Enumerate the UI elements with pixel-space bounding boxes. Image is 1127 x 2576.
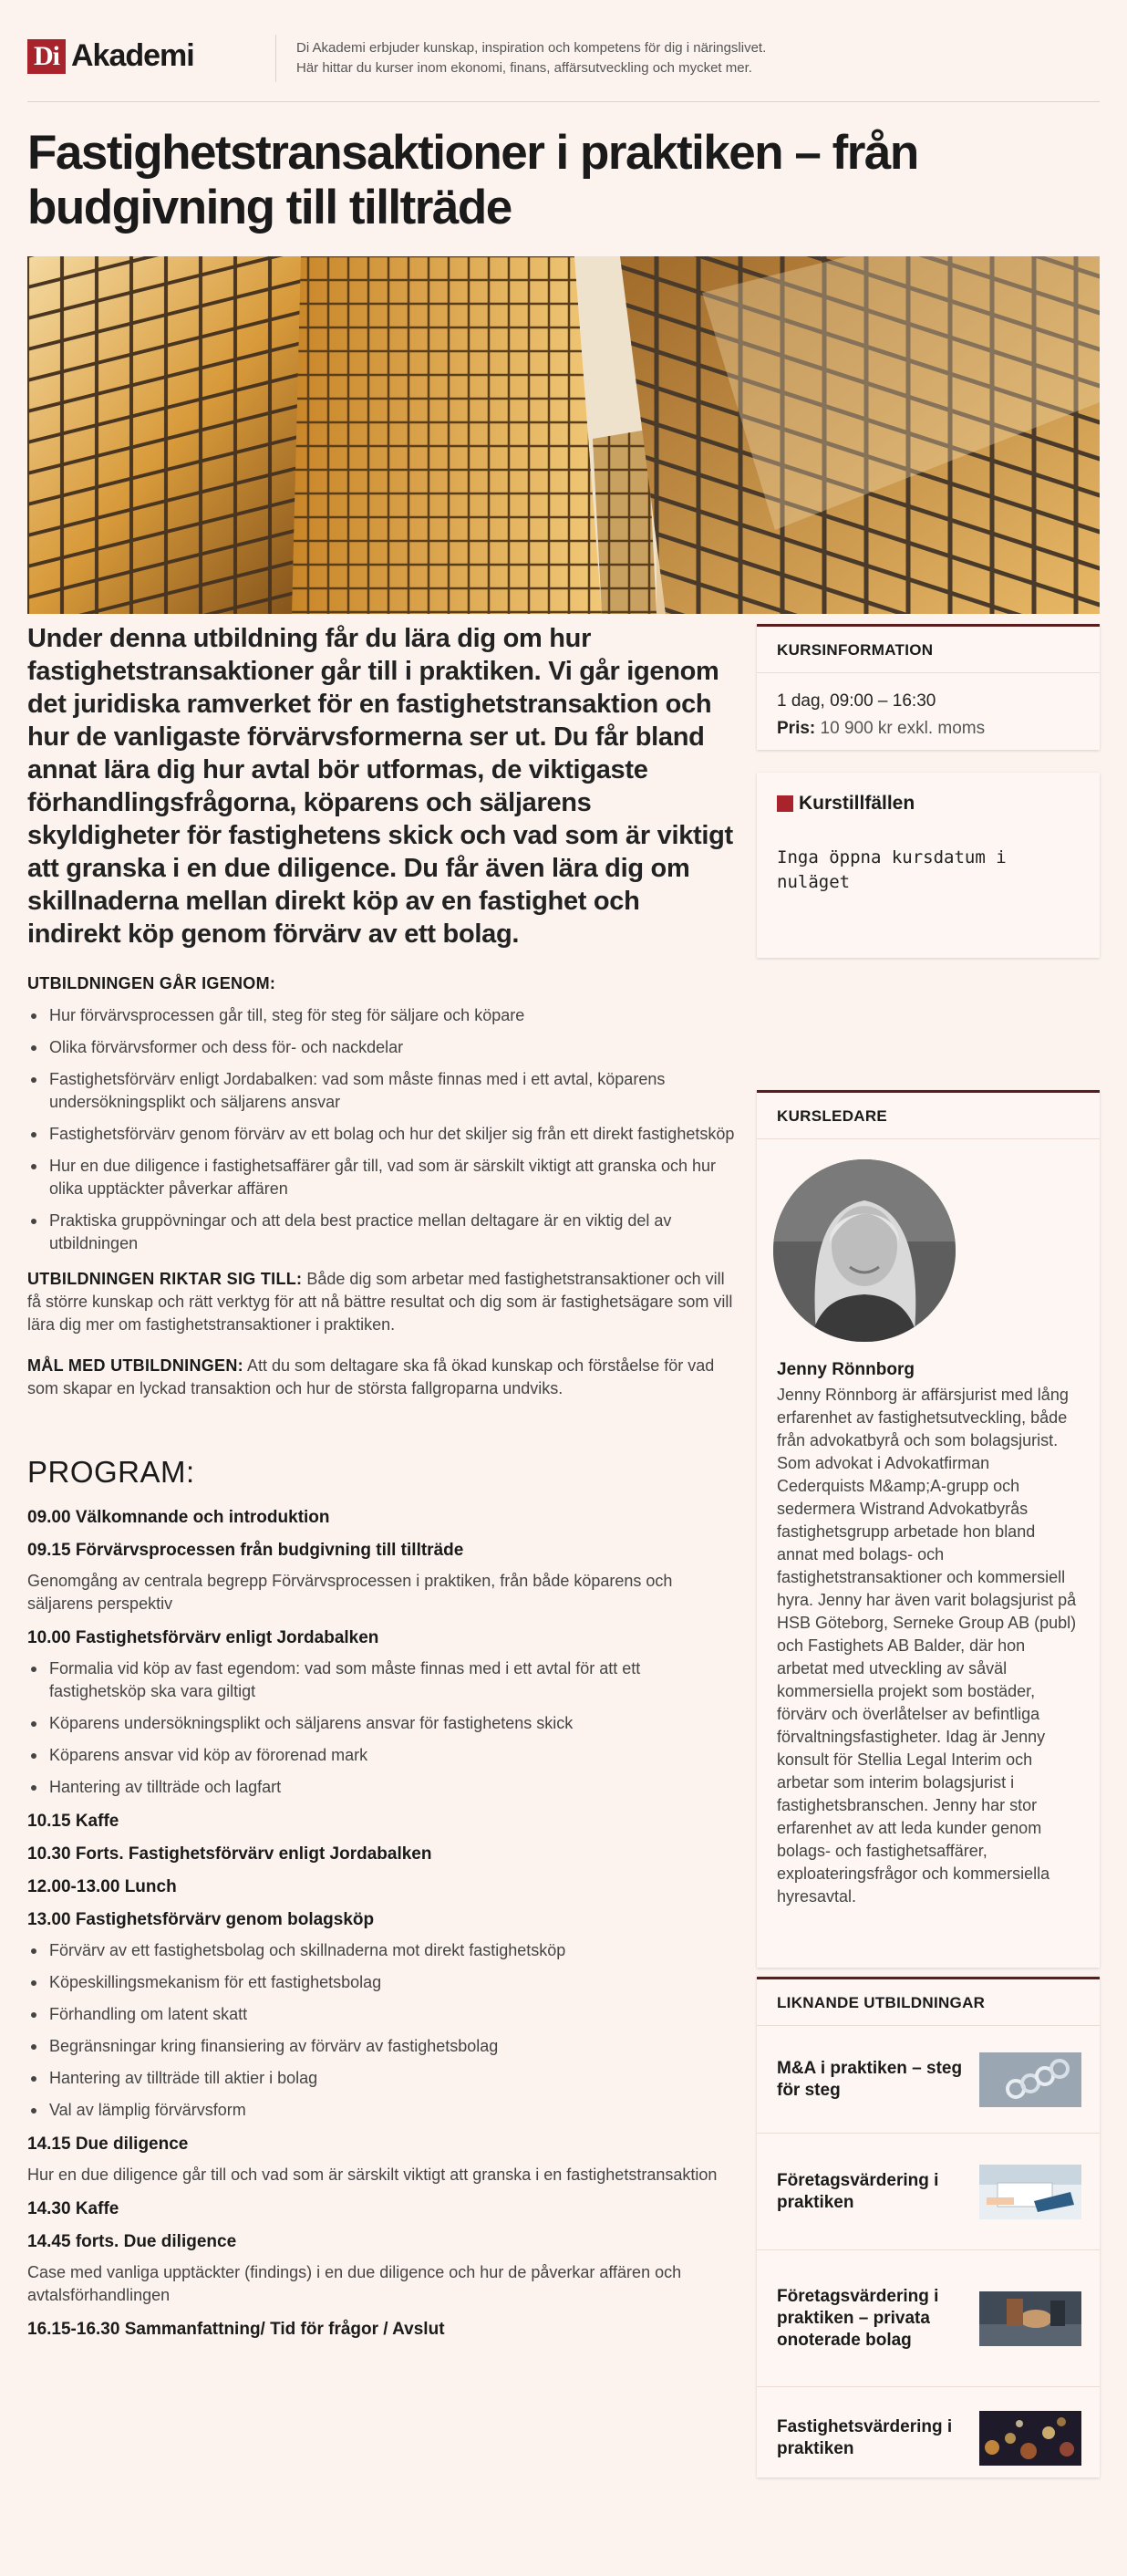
course-price: [777, 715, 1080, 743]
target-text: Både dig som arbetar med fastighetstransaktioner och vill få större kunskap och rätt verktyg för att nå bättre resultat och dig som är fastighetsägare som vill lära dig mer om fastighetstransaktioner i praktiken.: [27, 1270, 733, 1334]
list-item: Köparens undersökningsplikt och säljarens ansvar för fastighetens skick: [27, 1712, 739, 1735]
program-session: 13.00 Fastighetsförvärv genom bolagsköp: [27, 1910, 375, 1929]
main-content: [27, 622, 739, 2349]
target-label: UTBILDNINGEN RIKTAR SIG TILL:: [27, 1270, 303, 1288]
logo-text: Akademi: [71, 38, 194, 73]
program-session: 10.00 Fastighetsförvärv enligt Jordabalken: [27, 1628, 379, 1647]
occasions-heading-text: Kurstillfällen: [799, 793, 915, 814]
occasions-heading: [757, 773, 1100, 815]
price-value: 10 900 kr exkl. moms: [820, 719, 986, 738]
header-tagline: [296, 38, 935, 78]
list-item: Köpeskillingsmekanism för ett fastighetsbolag: [27, 1971, 739, 1994]
goal-text: Att du som deltagare ska få ökad kunskap och förståelse för vad som skapar en lyckad transaktion och hur de största fallgroparna undviks.: [27, 1356, 715, 1397]
similar-course-thumbnail[interactable]: [979, 2165, 1081, 2219]
course-occasions-card: [757, 773, 1100, 958]
occasions-empty-text: Inga öppna kursdatum i nuläget: [777, 847, 1007, 892]
tagline-line-1: Di Akademi erbjuder kunskap, inspiration och kompetens för dig i näringslivet.: [296, 40, 767, 56]
brand-square-icon: [777, 795, 793, 812]
site-header: [27, 35, 1100, 102]
similar-course-title[interactable]: Företagsvärdering i praktiken: [777, 2170, 939, 2212]
chain-thumbnail: [979, 2052, 1081, 2107]
course-info-body: [757, 673, 1100, 757]
di-akademi-logo[interactable]: [27, 38, 194, 74]
leader-bio: Jenny Rönnborg är affärsjurist med lång erfarenhet av fastighetsutveckling, både från advokatbyrå och som bolagsjurist. Som advokat i Advokatfirman Cederquists M&amp;A-grupp och sedermera Wistrand Advokatbyrås fastighetsgrupp arbetade hon bland annat med bolags- och fastighetstransaktioner och kommersiell hyra. Jenny har även varit bolagsjurist på HSB Göteborg, Serneke Group AB (publ) och Fastighets AB Balder, där hon arbetat med utveckling av såväl kommersiella projekt som bostäder, förvärv och överlåtelser av befintliga förvaltningsfastigheter. Idag är Jenny konsult för Stellia Legal Interim och arbetar som interim bolagsjurist i fastighetsbranschen. Jenny har stor erfarenhet av att leda kunder genom bolags- och fastighetsaffärer, exploateringsfrågor och kommersiella hyresavtal.: [777, 1386, 1077, 1906]
header-divider: [275, 35, 276, 82]
similar-course-title[interactable]: M&A i praktiken – steg för steg: [777, 2058, 963, 2100]
similar-course-thumbnail[interactable]: [979, 2291, 1081, 2346]
list-item: Förhandling om latent skatt: [27, 2003, 739, 2026]
intro-text: Under denna utbildning får du lära dig om hur fastighetstransaktioner går till i praktiken. Vi går igenom det juridiska ramverket för en fastighetstransaktion och hur de vanligaste förvärvsformerna ser ut. Du får bland annat lära dig hur avtal bör utformas, de viktigaste förhandlingsfrågorna, köparens och säljarens skyldigheter för fastighetens skick och vad som är viktigt att granska i en due diligence. Du får även lära dig om skillnaderna mellan direkt köp av en fastighet och indirekt köp genom förvärv av ett bolag.: [27, 624, 733, 949]
program-session-desc: Hur en due diligence går till och vad som är särskilt viktigt att granska i en fastighetstransaktion: [27, 2166, 718, 2184]
program-session: 09.00 Välkomnande och introduktion: [27, 1508, 330, 1527]
covers-heading: UTBILDNINGEN GÅR IGENOM:: [27, 974, 276, 992]
list-item: Fastighetsförvärv enligt Jordabalken: vad som måste finnas med i ett avtal, köparens undersökningsplikt och säljarens ansvar: [27, 1068, 739, 1114]
list-item: Fastighetsförvärv genom förvärv av ett bolag och hur det skiljer sig från ett direkt fastighetsköp: [27, 1123, 739, 1146]
list-item: Förvärv av ett fastighetsbolag och skillnaderna mot direkt fastighetsköp: [27, 1939, 739, 1962]
program-session-list: [27, 1939, 739, 2122]
program-session: 14.30 Kaffe: [27, 2199, 119, 2218]
avatar: [773, 1159, 956, 1342]
similar-course-thumbnail[interactable]: [979, 2411, 1081, 2466]
program-heading: PROGRAM:: [27, 1455, 195, 1489]
similar-course-thumbnail[interactable]: [979, 2052, 1081, 2107]
course-schedule: 1 dag, 09:00 – 16:30: [777, 691, 936, 711]
price-label: Pris:: [777, 719, 816, 738]
program-session-list: [27, 1657, 739, 1799]
city-lights-thumbnail: [979, 2411, 1081, 2466]
program-session: 14.45 forts. Due diligence: [27, 2232, 237, 2251]
leader-heading: KURSLEDARE: [757, 1093, 1100, 1139]
similar-course-title[interactable]: Fastighetsvärdering i praktiken: [777, 2417, 953, 2458]
program-session: 10.30 Forts. Fastighetsförvärv enligt Jordabalken: [27, 1844, 432, 1864]
program-session-desc: Case med vanliga upptäckter (findings) i en due diligence och hur de påverkar affären och avtalsförhandlingen: [27, 2263, 682, 2304]
similar-course-item[interactable]: [757, 2387, 1100, 2489]
covers-list: [27, 1004, 739, 1255]
list-item: Hantering av tillträde till aktier i bolag: [27, 2067, 739, 2090]
course-info-card: [757, 624, 1100, 750]
course-info-heading: KURSINFORMATION: [757, 627, 1100, 673]
leader-name: Jenny Rönnborg: [777, 1360, 915, 1379]
program-session: 10.15 Kaffe: [27, 1812, 119, 1831]
page-title: Fastighetstransaktioner i praktiken – från budgivning till tillträde: [27, 126, 918, 234]
list-item: Olika förvärvsformer och dess för- och nackdelar: [27, 1036, 739, 1059]
list-item: Val av lämplig förvärvsform: [27, 2099, 739, 2122]
meeting-thumbnail: [979, 2291, 1081, 2346]
course-leader-card: [757, 1090, 1100, 1968]
hero-image: [27, 256, 1100, 614]
list-item: Hur förvärvsprocessen går till, steg för steg för säljare och köpare: [27, 1004, 739, 1027]
program-session: 16.15-16.30 Sammanfattning/ Tid för frågor / Avslut: [27, 2320, 445, 2339]
tagline-line-2: Här hittar du kurser inom ekonomi, finans, affärsutveckling och mycket mer.: [296, 60, 752, 76]
list-item: Begränsningar kring finansiering av förvärv av fastighetsbolag: [27, 2035, 739, 2058]
program-session: 12.00-13.00 Lunch: [27, 1877, 177, 1896]
program-session: 14.15 Due diligence: [27, 2135, 189, 2154]
similar-heading: LIKNANDE UTBILDNINGAR: [757, 1979, 1100, 2026]
similar-course-title[interactable]: Företagsvärdering i praktiken – privata onoterade bolag: [777, 2286, 939, 2350]
leader-portrait: [773, 1159, 956, 1342]
program-session-desc: Genomgång av centrala begrepp Förvärvsprocessen i praktiken, från både köparens och säljarens perspektiv: [27, 1572, 673, 1613]
desk-thumbnail: [979, 2165, 1081, 2219]
logo-mark: Di: [27, 39, 66, 74]
list-item: Köparens ansvar vid köp av förorenad mark: [27, 1744, 739, 1767]
goal-label: MÅL MED UTBILDNINGEN:: [27, 1356, 243, 1375]
similar-course-item[interactable]: [757, 2134, 1100, 2250]
course-goal: [27, 1355, 739, 1400]
list-item: Hur en due diligence i fastighetsaffärer går till, vad som är särskilt viktigt att granska och hur olika upptäckter påverkar affären: [27, 1155, 739, 1200]
target-audience: [27, 1268, 739, 1336]
list-item: Formalia vid köp av fast egendom: vad som måste finnas med i ett avtal för att ett fastighetsköp ska vara giltigt: [27, 1657, 739, 1703]
list-item: Praktiska gruppövningar och att dela best practice mellan deltagare är en viktig del av utbildningen: [27, 1210, 739, 1255]
similar-courses-card: [757, 1977, 1100, 2477]
list-item: Hantering av tillträde och lagfart: [27, 1776, 739, 1799]
hero-buildings-illustration: [27, 256, 1100, 614]
program-session: 09.15 Förvärvsprocessen från budgivning till tillträde: [27, 1541, 464, 1560]
similar-course-item[interactable]: [757, 2250, 1100, 2387]
similar-course-item[interactable]: [757, 2026, 1100, 2134]
